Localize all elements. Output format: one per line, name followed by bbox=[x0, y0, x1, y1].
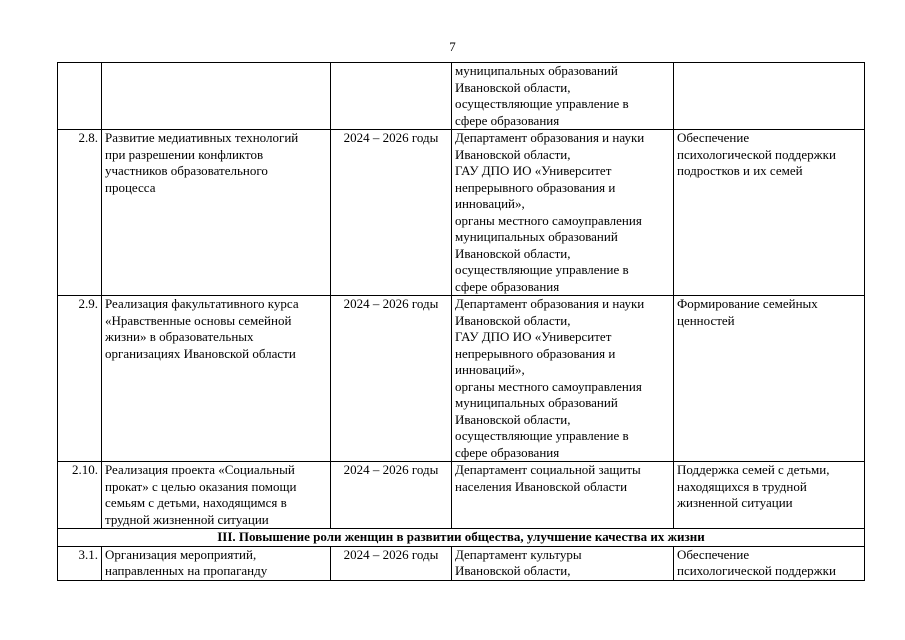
activity-cell-line: направленных на пропаганду bbox=[105, 563, 268, 578]
executors-cell-line: сфере образования bbox=[455, 278, 560, 294]
activity-cell bbox=[102, 63, 331, 130]
executors-cell-line: непрерывного образования и bbox=[455, 345, 616, 361]
activity-cell-line: Реализация проекта «Социальный bbox=[105, 462, 295, 477]
activity-cell bbox=[102, 296, 331, 462]
table-body bbox=[58, 63, 865, 529]
executors-cell-line: ГАУ ДПО ИО «Университет bbox=[455, 163, 612, 178]
activity-cell-line: Организация мероприятий, bbox=[105, 546, 257, 562]
result-cell bbox=[674, 63, 865, 130]
activity-cell-line: трудной жизненной ситуации bbox=[105, 511, 269, 527]
executors-cell-line: Ивановской области, bbox=[455, 245, 571, 261]
activity-cell-line: процесса bbox=[105, 179, 156, 195]
executors-cell-line: органы местного самоуправления bbox=[455, 378, 642, 394]
table-row bbox=[58, 546, 865, 580]
activity-cell-line: участников образовательного bbox=[105, 163, 268, 178]
executors-cell-line: Департамент социальной защиты bbox=[455, 462, 641, 477]
activity-cell bbox=[102, 462, 331, 529]
period-cell bbox=[331, 63, 452, 130]
executors-cell-line: муниципальных образований bbox=[455, 229, 618, 244]
result-cell-line: Формирование семейных bbox=[677, 296, 818, 311]
executors-cell-line: населения Ивановской области bbox=[455, 478, 628, 494]
result-cell-line: жизненной ситуации bbox=[677, 495, 793, 510]
section-row bbox=[58, 529, 865, 547]
item-number: 2.10. bbox=[58, 462, 102, 529]
activity-cell-line: организациях Ивановской области bbox=[105, 345, 296, 361]
table-row bbox=[58, 462, 865, 529]
result-cell bbox=[674, 462, 865, 529]
activity-cell bbox=[102, 130, 331, 296]
result-cell-line: ценностей bbox=[677, 312, 735, 328]
executors-cell-line: Департамент образования и науки bbox=[455, 296, 645, 311]
result-cell-line: Обеспечение bbox=[677, 546, 750, 562]
executors-cell-line: органы местного самоуправления bbox=[455, 212, 642, 228]
executors-cell-line: непрерывного образования и bbox=[455, 179, 616, 195]
result-cell-line: психологической поддержки bbox=[677, 146, 836, 162]
item-number: 2.9. bbox=[58, 296, 102, 462]
section-title: III. Повышение роли женщин в развитии общества, улучшение качества их жизни bbox=[58, 529, 865, 547]
executors-cell-line: инноваций», bbox=[455, 362, 525, 377]
result-cell-line: психологической поддержки bbox=[677, 563, 836, 578]
item-number bbox=[58, 63, 102, 130]
executors-cell-line: Ивановской области, bbox=[455, 563, 571, 578]
period-cell: 2024 – 2026 годы bbox=[331, 462, 452, 529]
executors-cell-line: Департамент культуры bbox=[455, 546, 582, 562]
activity-cell-line: Развитие медиативных технологий bbox=[105, 130, 299, 145]
result-cell-line: Поддержка семей с детьми, bbox=[677, 462, 830, 477]
executors-cell-line: Департамент образования и науки bbox=[455, 130, 645, 145]
executors-cell bbox=[452, 546, 674, 580]
plan-table bbox=[57, 62, 865, 581]
result-cell bbox=[674, 130, 865, 296]
executors-cell bbox=[452, 296, 674, 462]
executors-cell-line: Ивановской области, bbox=[455, 312, 571, 328]
activity-cell bbox=[102, 546, 331, 580]
executors-cell-line: осуществляющие управление в bbox=[455, 96, 629, 111]
activity-cell-line: при разрешении конфликтов bbox=[105, 146, 264, 162]
activity-cell-line: прокат» с целью оказания помощи bbox=[105, 478, 297, 494]
executors-cell-line: ГАУ ДПО ИО «Университет bbox=[455, 329, 612, 344]
page-number: 7 bbox=[449, 39, 456, 54]
executors-cell-line: сфере образования bbox=[455, 444, 560, 460]
table-body-continued bbox=[58, 546, 865, 580]
result-cell-line: находящихся в трудной bbox=[677, 478, 807, 494]
period-cell: 2024 – 2026 годы bbox=[331, 546, 452, 580]
activity-cell-line: Реализация факультативного курса bbox=[105, 296, 299, 311]
result-cell-line: Обеспечение bbox=[677, 130, 750, 145]
table-row bbox=[58, 63, 865, 130]
table-row bbox=[58, 296, 865, 462]
executors-cell-line: Ивановской области, bbox=[455, 79, 571, 95]
executors-cell bbox=[452, 63, 674, 130]
item-number: 2.8. bbox=[58, 130, 102, 296]
executors-cell bbox=[452, 130, 674, 296]
result-cell bbox=[674, 296, 865, 462]
item-number: 3.1. bbox=[58, 546, 102, 580]
activity-cell-line: жизни» в образовательных bbox=[105, 329, 254, 344]
activity-cell-line: семьям с детьми, находящимся в bbox=[105, 495, 287, 510]
executors-cell bbox=[452, 462, 674, 529]
executors-cell-line: осуществляющие управление в bbox=[455, 428, 629, 443]
activity-cell-line: «Нравственные основы семейной bbox=[105, 312, 292, 328]
result-cell-line: подростков и их семей bbox=[677, 163, 803, 178]
period-cell: 2024 – 2026 годы bbox=[331, 296, 452, 462]
executors-cell-line: осуществляющие управление в bbox=[455, 262, 629, 277]
executors-cell-line: инноваций», bbox=[455, 196, 525, 211]
result-cell bbox=[674, 546, 865, 580]
executors-cell-line: Ивановской области, bbox=[455, 146, 571, 162]
executors-cell-line: муниципальных образований bbox=[455, 63, 618, 78]
executors-cell-line: муниципальных образований bbox=[455, 395, 618, 410]
executors-cell-line: Ивановской области, bbox=[455, 411, 571, 427]
table-row bbox=[58, 130, 865, 296]
executors-cell-line: сфере образования bbox=[455, 112, 560, 128]
period-cell: 2024 – 2026 годы bbox=[331, 130, 452, 296]
